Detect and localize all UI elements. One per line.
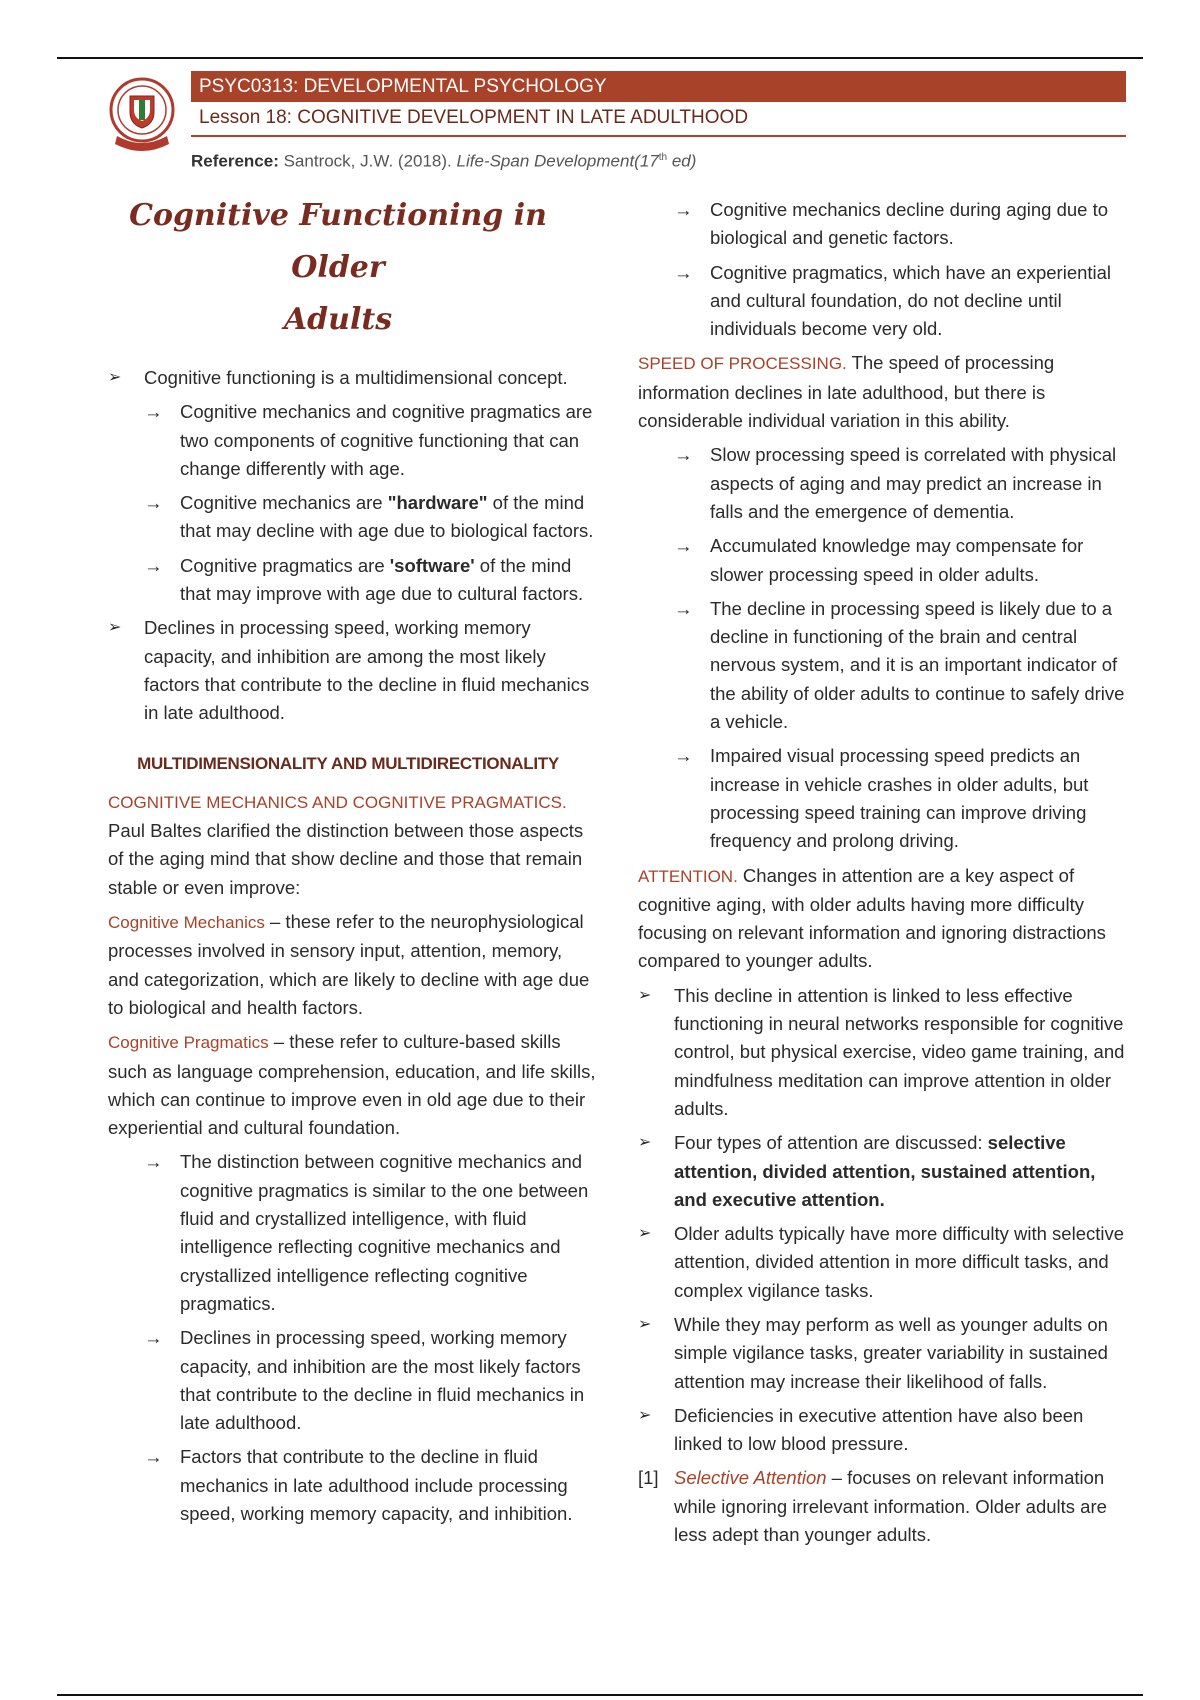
list-item bbox=[108, 614, 598, 727]
list-item bbox=[638, 1220, 1128, 1305]
arrow-marker-icon: → bbox=[144, 1327, 163, 1349]
text-run: Four types of attention are discussed: bbox=[674, 1132, 988, 1154]
arrow-marker-icon: → bbox=[674, 597, 693, 619]
bullet-marker-icon: ➢ bbox=[638, 1225, 652, 1243]
sub-bullet-text: The distinction between cognitive mechanics and cognitive pragmatics is similar to the one between fluid and crystallized intelligence, with fluid intelligence reflecting cognitive mechanics and crystallized intelligence reflecting cognitive pragmatics. bbox=[180, 1151, 589, 1314]
arrow-marker-icon: → bbox=[674, 199, 693, 220]
arrow-marker-icon: → bbox=[674, 745, 693, 767]
top-rule bbox=[57, 57, 1143, 59]
arrow-marker-icon: → bbox=[674, 261, 693, 283]
paragraph-text: The speed of processing information declines in late adulthood, but there is considerable individual variation in this ability. bbox=[638, 352, 1055, 432]
bullet-text: Deficiencies in executive attention have also been linked to low blood pressure. bbox=[674, 1404, 1084, 1455]
term-label: Selective Attention bbox=[674, 1467, 827, 1489]
list-item bbox=[144, 552, 598, 609]
sub-bullet-text: Slow processing speed is correlated with physical aspects of aging and may predict an increase in falls and the emergence of dementia. bbox=[710, 444, 1117, 522]
sub-bullet-text: Impaired visual processing speed predicts an increase in vehicle crashes in older adults, but processing speed training can improve driving frequency and prolong driving. bbox=[710, 745, 1089, 852]
bullet-marker-icon: ➢ bbox=[108, 619, 122, 637]
course-title-bar: PSYC0313: DEVELOPMENTAL PSYCHOLOGY bbox=[191, 71, 1126, 102]
header-underline bbox=[191, 135, 1126, 137]
section-title-line2: Adults bbox=[283, 302, 393, 337]
lesson-title: Lesson 18: COGNITIVE DEVELOPMENT IN LATE ADULTHOOD bbox=[199, 107, 749, 128]
item-number: [1] bbox=[638, 1467, 659, 1489]
list-item bbox=[108, 364, 598, 392]
list-item bbox=[144, 1443, 598, 1528]
paragraph bbox=[638, 349, 1128, 435]
arrow-marker-icon: → bbox=[674, 444, 693, 466]
bullet-marker-icon: ➢ bbox=[638, 1315, 652, 1333]
bullet-marker-icon: ➢ bbox=[638, 1406, 652, 1424]
term-label: Cognitive Pragmatics bbox=[108, 1033, 269, 1053]
list-item bbox=[674, 532, 1128, 589]
arrow-marker-icon: → bbox=[674, 535, 693, 557]
paragraph bbox=[108, 788, 598, 902]
sub-bullet-text: Cognitive mechanics and cognitive pragmatics are two components of cognitive functioning that can change differently with age. bbox=[180, 401, 593, 479]
sub-bullet-text bbox=[180, 552, 598, 609]
paragraph-text: – these refer to the neurophysiological processes involved in sensory input, attention, memory, and categorization, which are likely to decline with age due to biological and health factors. bbox=[108, 911, 590, 1018]
list-item bbox=[638, 1129, 1128, 1214]
school-seal-logo bbox=[109, 74, 175, 160]
text-run: Cognitive mechanics are bbox=[180, 492, 388, 514]
section-heading: MULTIDIMENSIONALITY AND MULTIDIRECTIONALITY bbox=[137, 753, 559, 773]
bold-term: "hardware" bbox=[387, 492, 488, 514]
text-run: Cognitive pragmatics are bbox=[180, 554, 390, 576]
left-column bbox=[108, 190, 598, 1534]
bullet-text bbox=[674, 1129, 1128, 1214]
bullet-text: Declines in processing speed, working memory capacity, and inhibition are among the most likely factors that contribute to the decline in fluid mechanics in late adulthood. bbox=[144, 617, 590, 724]
reference-book-title: Life-Span Development bbox=[456, 151, 635, 171]
arrow-marker-icon: → bbox=[144, 1151, 163, 1173]
arrow-marker-icon: → bbox=[144, 554, 163, 576]
run-in-heading: ATTENTION. bbox=[638, 866, 738, 886]
reference-edition-sup: th bbox=[658, 152, 668, 163]
sub-bullet-text: The decline in processing speed is likely due to a decline in functioning of the brain and central nervous system, and it is an important indicator of the ability of older adults to continue to safely drive a vehicle. bbox=[710, 597, 1125, 733]
bottom-rule bbox=[57, 1694, 1143, 1696]
text-run: of the mind that may decline with age due to biological factors. bbox=[180, 492, 594, 542]
bullet-text: Older adults typically have more difficulty with selective attention, divided attention in more difficult tasks, and complex vigilance tasks. bbox=[674, 1223, 1125, 1301]
sub-bullet-text: Factors that contribute to the decline in fluid mechanics in late adulthood include processing speed, working memory capacity, and inhibition. bbox=[180, 1446, 573, 1524]
arrow-marker-icon: → bbox=[144, 401, 163, 423]
list-item bbox=[144, 398, 598, 483]
run-in-heading: SPEED OF PROCESSING. bbox=[638, 354, 847, 374]
reference-author: Santrock, J.W. (2018). bbox=[278, 151, 457, 171]
list-item bbox=[144, 489, 598, 546]
reference-edition-post: ed) bbox=[667, 151, 697, 171]
paragraph bbox=[638, 862, 1128, 976]
reference-line bbox=[191, 145, 696, 175]
sub-bullet-text bbox=[180, 489, 598, 546]
list-item bbox=[674, 742, 1128, 855]
arrow-marker-icon: → bbox=[144, 1446, 163, 1468]
arrow-marker-icon: → bbox=[144, 492, 163, 514]
run-in-heading: COGNITIVE MECHANICS AND COGNITIVE PRAGMATICS. bbox=[108, 792, 567, 812]
list-item bbox=[674, 196, 1128, 253]
paragraph-text: Changes in attention are a key aspect of cognitive aging, with older adults having more difficulty focusing on relevant information and ignoring distractions compared to younger adults. bbox=[638, 864, 1106, 972]
bullet-text: This decline in attention is linked to less effective functioning in neural networks responsible for cognitive control, but physical exercise, video game training, and mindfulness meditation can improve attention in older adults. bbox=[674, 984, 1125, 1119]
paragraph-text: – these refer to culture-based skills such as language comprehension, education, and life skills, which can continue to improve even in old age due to their experiential and cultural foundation. bbox=[108, 1031, 596, 1139]
paragraph bbox=[108, 908, 598, 1022]
list-item bbox=[638, 982, 1128, 1123]
bullet-marker-icon: ➢ bbox=[638, 1134, 652, 1152]
list-item bbox=[144, 1324, 598, 1437]
bold-term: selective attention, divided attention, sustained attention, and executive attention. bbox=[674, 1132, 1096, 1210]
bullet-marker-icon: ➢ bbox=[638, 986, 652, 1004]
text-run: – focuses on relevant information while ignoring irrelevant information. Older adults are less adept than younger adults. bbox=[674, 1467, 1107, 1546]
sub-bullet-text: Declines in processing speed, working memory capacity, and inhibition are the most likely factors that contribute to the decline in fluid mechanics in late adulthood. bbox=[180, 1327, 585, 1434]
numbered-item bbox=[638, 1464, 1128, 1549]
sub-bullet-text: Cognitive pragmatics, which have an experiential and cultural foundation, do not decline until individuals become very old. bbox=[710, 261, 1112, 340]
list-item bbox=[638, 1402, 1128, 1459]
right-column bbox=[638, 196, 1128, 1555]
section-title bbox=[108, 190, 568, 346]
paragraph-text: Paul Baltes clarified the distinction between those aspects of the aging mind that show decline and those that remain stable or even improve: bbox=[108, 820, 584, 898]
bold-term: 'software' bbox=[389, 554, 475, 576]
numbered-text bbox=[674, 1464, 1128, 1549]
list-item bbox=[144, 1148, 598, 1318]
bullet-text: Cognitive functioning is a multidimensional concept. bbox=[144, 367, 568, 388]
bullet-text: While they may perform as well as younger adults on simple vigilance tasks, greater variability in sustained attention may increase their likelihood of falls. bbox=[674, 1313, 1108, 1392]
bullet-marker-icon: ➢ bbox=[108, 369, 122, 386]
paragraph bbox=[108, 1028, 598, 1142]
reference-edition-pre: (17 bbox=[634, 151, 659, 171]
sub-bullet-text: Accumulated knowledge may compensate for slower processing speed in older adults. bbox=[710, 535, 1084, 585]
sub-bullet-text: Cognitive mechanics decline during aging due to biological and genetic factors. bbox=[710, 199, 1109, 249]
section-title-line1: Cognitive Functioning in Older bbox=[129, 198, 547, 285]
list-item bbox=[674, 595, 1128, 736]
list-item bbox=[674, 441, 1128, 526]
list-item bbox=[674, 259, 1128, 344]
list-item bbox=[638, 1311, 1128, 1396]
term-label: Cognitive Mechanics bbox=[108, 913, 265, 933]
text-run: of the mind that may improve with age due to cultural factors. bbox=[180, 554, 584, 605]
reference-label: Reference: bbox=[191, 151, 279, 171]
